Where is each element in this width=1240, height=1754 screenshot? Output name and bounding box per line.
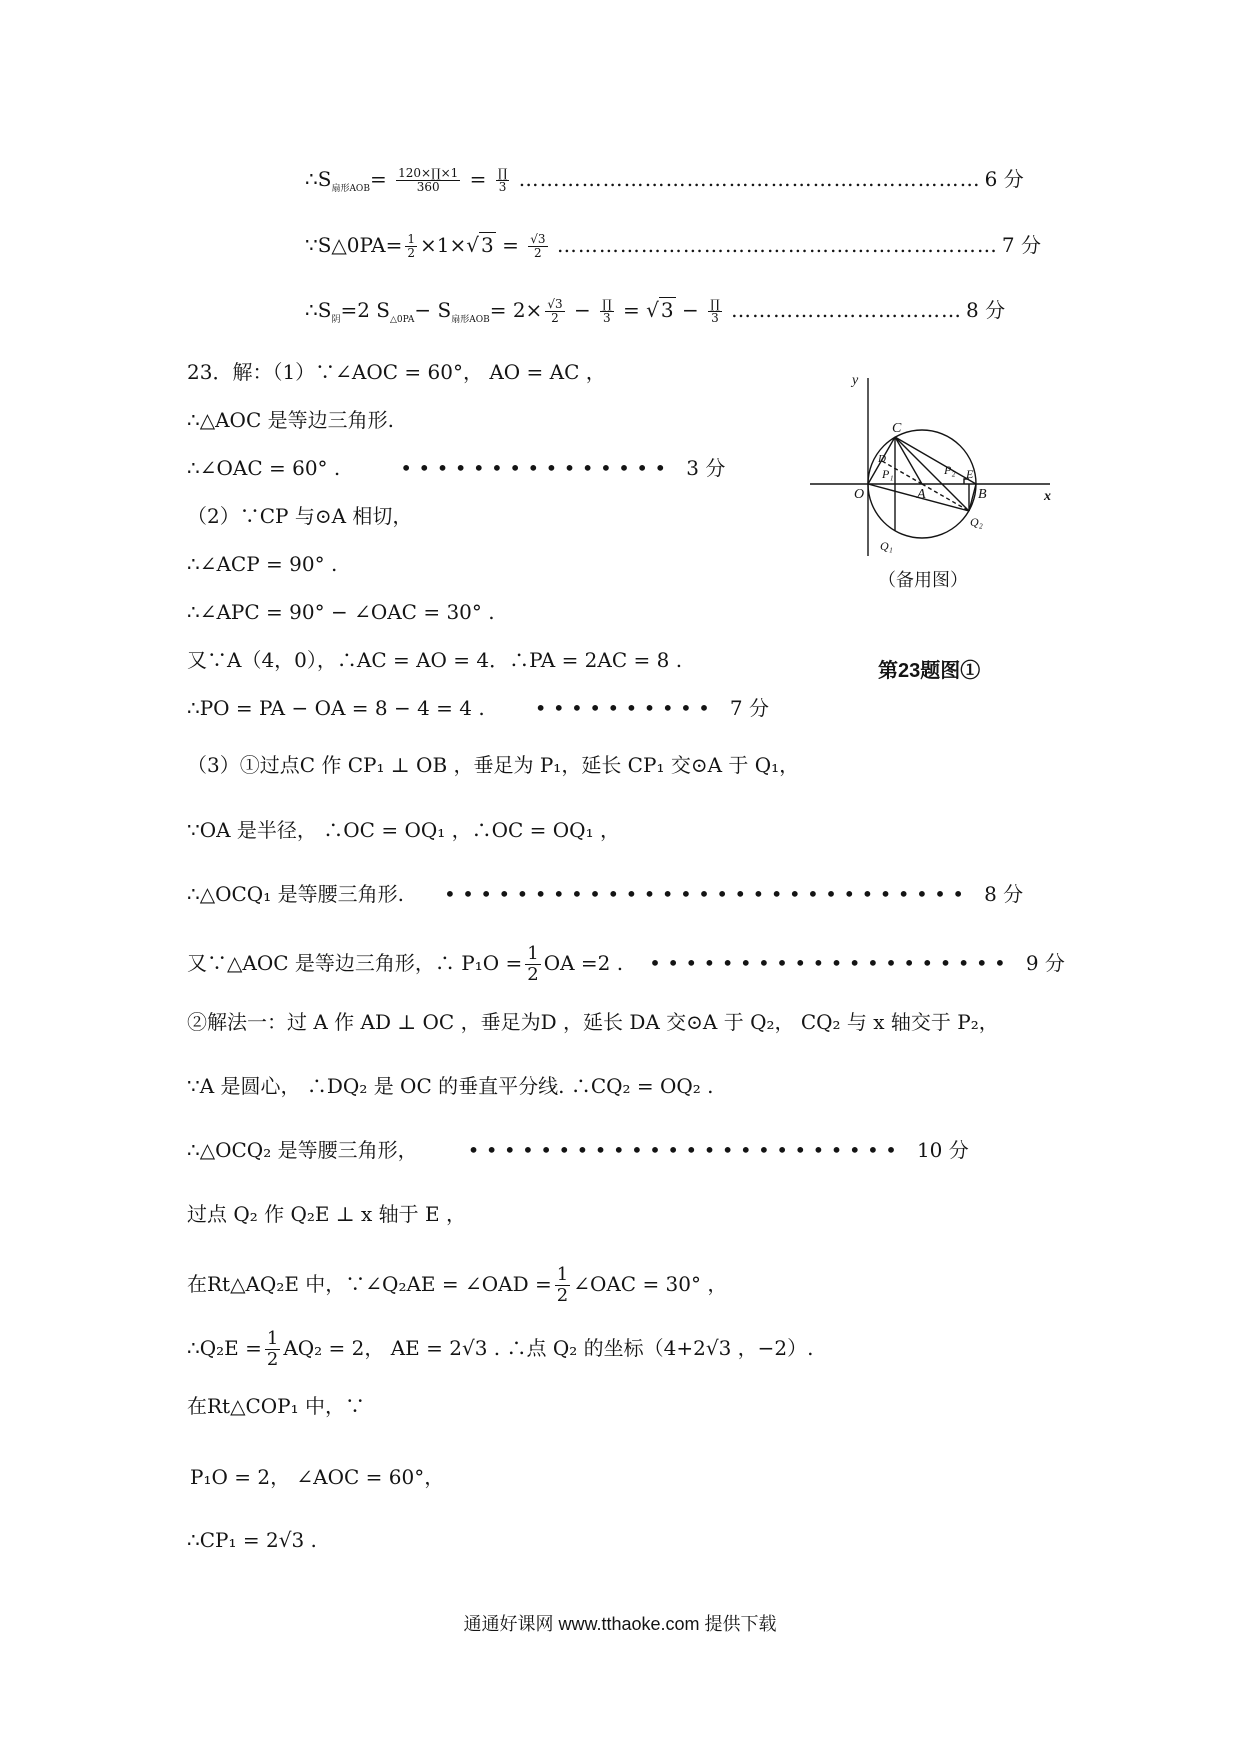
label-o: O <box>854 487 865 502</box>
label-q2: Q₂ <box>970 515 983 529</box>
solution-line: ∴CP₁ = 2√3 . <box>187 1528 317 1552</box>
label-d: D <box>878 453 886 465</box>
fraction: $\frac{1}{2}$ <box>556 1264 569 1306</box>
page-footer: 通通好课网 www.tthaoke.com 提供下载 <box>463 1614 777 1634</box>
score: 6 分 <box>984 167 1024 191</box>
solution-line: ∴∠ACP = 90° . <box>187 552 338 576</box>
label-p1: P₁ <box>882 467 894 481</box>
fraction: $\frac{120\times\prod\times 1}{360}$ <box>398 166 459 194</box>
solution-line: ∴△OCQ₁ 是等腰三角形. • • • • • • • • • • • • • • • • • • • • • • • • • • • • • 8 分 <box>187 882 1024 906</box>
solution-line: ②解法一：过 A 作 AD ⊥ OC ，垂足为D ，延长 DA 交⊙A 于 Q₂， CQ₂ 与 x 轴交于 P₂， <box>187 1010 999 1034</box>
label-p2: P₂ <box>944 463 956 477</box>
fraction: $\frac{\prod}{3}$ <box>710 297 720 325</box>
solution-23-part3: （3）①过点C 作 CP₁ ⊥ OB ，垂足为 P₁，延长 CP₁ 交⊙A 于 Q₁， <box>187 753 800 777</box>
formula-sector-area: $\therefore S_{扇形AOB}=$ $\frac{120\times\prod\times 1}{360}$ = $\frac{\prod}{3}$ ………………………………………………………… 6 分 <box>305 166 1024 194</box>
solution-line: 又∵△AOC 是等边三角形，∴ P₁O = $\frac{1}{2}$ OA =2 . • • • • • • • • • • • • • • • • • • • • 9 分 <box>187 943 1065 985</box>
solution-line: 在Rt△COP₁ 中，∵ <box>187 1394 366 1418</box>
geometry-figure <box>800 370 1060 570</box>
fraction: $\frac{1}{2}$ <box>407 232 415 260</box>
label-c: C <box>892 421 902 436</box>
solution-line: ∴∠APC = 90° − ∠OAC = 30° . <box>187 600 495 624</box>
figure-caption: 第23题图① <box>878 660 981 682</box>
score: 3 分 <box>686 456 726 480</box>
fraction: $\frac{1}{2}$ <box>266 1328 279 1370</box>
solution-23-part1: 23．解：（1）∵∠AOC = 60°， AO = AC ， <box>187 360 606 384</box>
score: 10 分 <box>916 1138 969 1162</box>
label-x: x <box>1044 489 1051 504</box>
solution-line: ∴△AOC 是等边三角形. <box>187 408 394 432</box>
solution-line: P₁O = 2， ∠AOC = 60°， <box>190 1465 445 1489</box>
solution-line: ∵OA 是半径， ∴OC = OQ₁ ，∴OC = OQ₁ ， <box>187 818 620 842</box>
solution-line: ∵A 是圆心， ∴DQ₂ 是 OC 的垂直平分线. ∴CQ₂ = OQ₂ . <box>187 1074 714 1098</box>
solution-line: 过点 Q₂ 作 Q₂E ⊥ x 轴于 E ， <box>187 1202 466 1226</box>
score: 8 分 <box>966 298 1006 322</box>
label-y: y <box>852 373 859 388</box>
score: 7 分 <box>729 696 770 720</box>
fraction: $\frac{\prod}{3}$ <box>602 297 612 325</box>
fraction: $\frac{√3}{2}$ <box>547 297 563 325</box>
score: 8 分 <box>984 882 1024 906</box>
label-b: B <box>978 487 987 502</box>
solution-line: ∴Q₂E = $\frac{1}{2}$ AQ₂ = 2， AE = 2√3 . ∴点 Q₂ 的坐标（4+2√3 ，−2）. <box>187 1328 814 1370</box>
solution-line: 又∵A（4，0），∴AC = AO = 4．∴PA = 2AC = 8 . <box>187 648 683 672</box>
score: 9 分 <box>1025 951 1065 975</box>
solution-23-part2: （2）∵CP 与⊙A 相切， <box>187 504 413 528</box>
solution-line: ∴∠OAC = 60° . • • • • • • • • • • • • • • • 3 分 <box>187 456 726 480</box>
solution-line: 在Rt△AQ₂E 中，∵∠Q₂AE = ∠OAD = $\frac{1}{2}$ ∠OAC = 30° ， <box>187 1264 728 1306</box>
fraction: $\frac{\prod}{3}$ <box>497 166 508 194</box>
fraction: $\frac{√3}{2}$ <box>530 232 546 260</box>
fraction: $\frac{1}{2}$ <box>527 943 539 985</box>
formula-shaded-area: $\therefore S_阴=2$ $S_{\triangle 0PA}- S_{扇形AOB}= 2\times$ $\frac{√3}{2}$ − $\frac{\prod}{3}$ = √ 3 − $\frac{\prod}{3}$ …………………………… 8 分 <box>305 297 1006 325</box>
formula-triangle-area: ∵S△0PA= $\frac{1}{2}$ ×1×√ 3 = $\frac{√3}{2}$ ……………………………………………………… 7 分 <box>305 232 1041 260</box>
label-a: A <box>917 487 926 502</box>
figure-caption-sub: （备用图） <box>878 570 968 591</box>
solution-line: ∴△OCQ₂ 是等腰三角形， • • • • • • • • • • • • • • • • • • • • • • • • 10 分 <box>187 1138 969 1162</box>
label-q1: Q₁ <box>880 539 893 553</box>
score: 7 分 <box>1001 233 1041 257</box>
label-e: E <box>966 467 974 481</box>
solution-line: ∴PO = PA − OA = 8 − 4 = 4 . • • • • • • • • • • 7 分 <box>187 696 770 720</box>
